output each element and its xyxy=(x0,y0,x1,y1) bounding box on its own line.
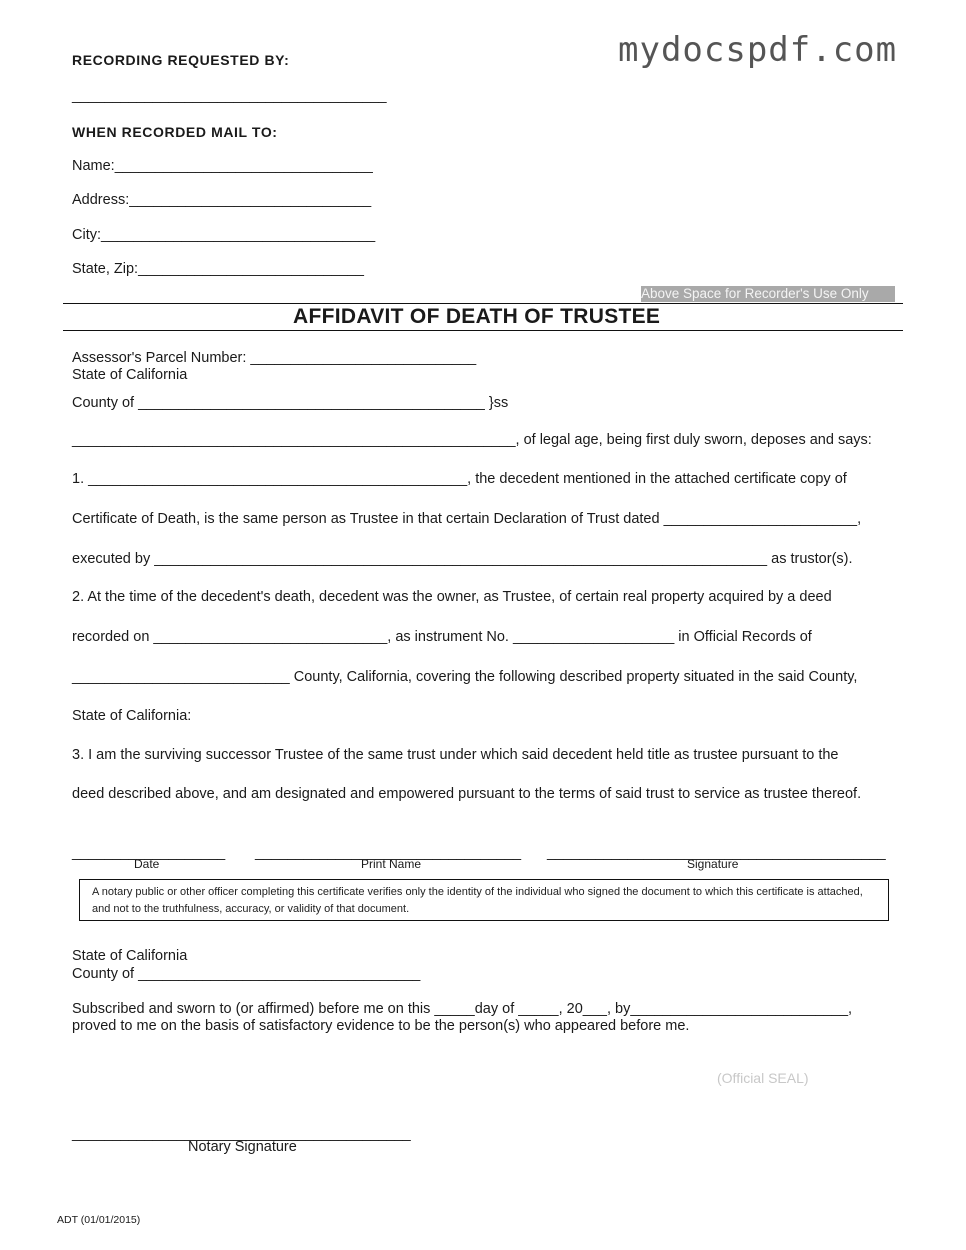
para3-line2: deed described above, and am designated and empowered pursuant to the terms of said trust to service as trustee thereof. xyxy=(72,786,862,802)
document-title: AFFIDAVIT OF DEATH OF TRUSTEE xyxy=(293,305,661,328)
para1-line3[interactable]: executed by ____________________________________________________________________________ as trustor(s). xyxy=(72,551,853,567)
notary-state-label: State of California xyxy=(72,948,188,964)
signature-label: Signature xyxy=(687,857,739,871)
notary-signature-label: Notary Signature xyxy=(188,1139,297,1155)
notary-notice-text: A notary public or other officer completing this certificate verifies only the identity of the individual who signed the document to which this certificate is attached, and not to the truthfulness, accuracy, or validity of that document. xyxy=(92,886,863,915)
title-top-rule xyxy=(63,303,903,304)
subscribed-line1[interactable]: Subscribed and sworn to (or affirmed) before me on this _____day of _____, 20___, by___________________________, xyxy=(72,1001,853,1017)
para1-line1[interactable]: 1. _______________________________________________, the decedent mentioned in the attached certificate copy of xyxy=(72,471,847,487)
para2-line4: State of California: xyxy=(72,708,192,724)
official-seal-placeholder: (Official SEAL) xyxy=(717,1070,809,1086)
subscribed-line2: proved to me on the basis of satisfactory evidence to be the person(s) who appeared before me. xyxy=(72,1018,690,1034)
signature-line[interactable]: __________________________________________ xyxy=(547,845,886,861)
date-signature-line[interactable]: ___________________ xyxy=(72,845,226,861)
mail-to-label: WHEN RECORDED MAIL TO: xyxy=(72,124,278,140)
para2-line1: 2. At the time of the decedent's death, decedent was the owner, as Trustee, of certain real property acquired by a deed xyxy=(72,589,832,605)
county-field[interactable]: County of ___________________________________________ }ss xyxy=(72,395,509,411)
date-label: Date xyxy=(134,857,160,871)
recording-requested-label: RECORDING REQUESTED BY: xyxy=(72,52,290,68)
mail-state-zip-field[interactable]: State, Zip:____________________________ xyxy=(72,261,364,277)
print-name-label: Print Name xyxy=(361,857,422,871)
title-bottom-rule xyxy=(63,330,903,331)
recording-requested-line[interactable]: _______________________________________ xyxy=(72,88,387,104)
notary-signature-line[interactable]: __________________________________________ xyxy=(72,1126,411,1142)
watermark-text: mydocspdf.com xyxy=(618,30,898,70)
notary-notice-box xyxy=(79,879,889,921)
state-label: State of California xyxy=(72,367,188,383)
recorder-use-note: Above Space for Recorder's Use Only xyxy=(641,286,895,302)
print-name-line[interactable]: _________________________________ xyxy=(255,845,522,861)
notary-county-field[interactable]: County of ___________________________________ xyxy=(72,966,421,982)
mail-name-field[interactable]: Name:________________________________ xyxy=(72,158,373,174)
mail-city-field[interactable]: City:__________________________________ xyxy=(72,227,376,243)
para2-line3[interactable]: ___________________________ County, California, covering the following described property situated in the said County, xyxy=(72,669,858,685)
deponent-line[interactable]: _______________________________________________________, of legal age, being first duly sworn, deposes and says: xyxy=(72,432,872,448)
form-code-footer: ADT (01/01/2015) xyxy=(57,1214,141,1226)
mail-address-field[interactable]: Address:______________________________ xyxy=(72,192,372,208)
para2-line2[interactable]: recorded on _____________________________, as instrument No. ____________________ in Official Records of xyxy=(72,629,812,645)
parcel-number-field[interactable]: Assessor's Parcel Number: ____________________________ xyxy=(72,350,477,366)
para1-line2[interactable]: Certificate of Death, is the same person as Trustee in that certain Declaration of Trust dated ________________________, xyxy=(72,511,862,527)
para3-line1: 3. I am the surviving successor Trustee of the same trust under which said decedent held title as trustee pursuant to the xyxy=(72,747,839,763)
